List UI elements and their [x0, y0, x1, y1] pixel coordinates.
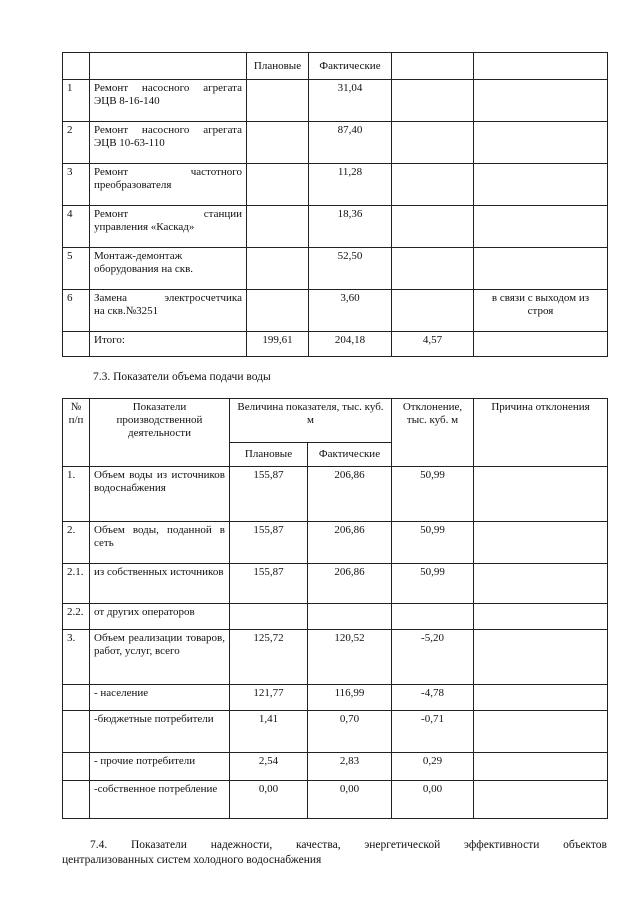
- total-label: Итого:: [90, 332, 247, 357]
- row-number: [63, 781, 90, 819]
- row-number: 2.2.: [63, 604, 90, 630]
- deviation-value: [392, 164, 474, 206]
- indicator-name: от других операторов: [90, 604, 230, 630]
- deviation-value: 0,29: [392, 753, 474, 781]
- work-name: Ремонт частотного преобразователя: [90, 164, 247, 206]
- table-row: [63, 248, 608, 290]
- total-plan: 199,61: [247, 332, 309, 357]
- plan-value: 1,41: [230, 711, 308, 753]
- deviation-header: Отклонение, тыс. куб. м: [392, 399, 474, 467]
- deviation-value: 50,99: [392, 522, 474, 564]
- reason: в связи с выходом из строя: [474, 290, 608, 332]
- deviation-value: [392, 248, 474, 290]
- actual-header: Фактические: [309, 53, 392, 80]
- fact-value: 31,04: [309, 80, 392, 122]
- plan-value: [247, 80, 309, 122]
- row-number: [63, 711, 90, 753]
- deviation-value: -5,20: [392, 630, 474, 685]
- plan-value: [247, 164, 309, 206]
- table-row: [63, 753, 608, 781]
- plan-value: [247, 122, 309, 164]
- plan-value: [247, 248, 309, 290]
- row-number: 2: [63, 122, 90, 164]
- indicator-name: -собственное потребление: [90, 781, 230, 819]
- row-number: 2.: [63, 522, 90, 564]
- row-number: [63, 685, 90, 711]
- table-header-row: [63, 53, 608, 80]
- reason: [474, 122, 608, 164]
- fact-value: 206,86: [308, 467, 392, 522]
- deviation-value: 0,00: [392, 781, 474, 819]
- works-table: [62, 52, 608, 357]
- deviation-value: [392, 80, 474, 122]
- deviation-value: [392, 206, 474, 248]
- row-number: 1: [63, 80, 90, 122]
- num-header: № п/п: [63, 399, 90, 467]
- indicator-header: Показатели производственной деятельности: [90, 399, 230, 467]
- fact-value: 116,99: [308, 685, 392, 711]
- table-row: [63, 685, 608, 711]
- row-number: 2.1.: [63, 564, 90, 604]
- plan-value: [230, 604, 308, 630]
- fact-value: [308, 604, 392, 630]
- table-row: [63, 564, 608, 604]
- table-row: [63, 206, 608, 248]
- fact-value: 120,52: [308, 630, 392, 685]
- table-row: [63, 630, 608, 685]
- total-row: [63, 332, 608, 357]
- reason: [474, 206, 608, 248]
- table-row: [63, 522, 608, 564]
- deviation-value: [392, 122, 474, 164]
- actual-header: Фактические: [308, 443, 392, 467]
- plan-value: 155,87: [230, 564, 308, 604]
- row-number: [63, 753, 90, 781]
- row-number: 5: [63, 248, 90, 290]
- work-name: Замена электросчетчика на скв.№3251: [90, 290, 247, 332]
- fact-value: 0,70: [308, 711, 392, 753]
- table-header-row: [63, 399, 608, 443]
- deviation-value: 50,99: [392, 467, 474, 522]
- table-row: [63, 80, 608, 122]
- row-number: 4: [63, 206, 90, 248]
- total-fact: 204,18: [309, 332, 392, 357]
- plan-value: [247, 206, 309, 248]
- fact-value: 11,28: [309, 164, 392, 206]
- row-number: 3.: [63, 630, 90, 685]
- row-number: 3: [63, 164, 90, 206]
- indicator-name: - прочие потребители: [90, 753, 230, 781]
- table-row: [63, 604, 608, 630]
- fact-value: 2,83: [308, 753, 392, 781]
- plan-value: 155,87: [230, 467, 308, 522]
- fact-value: 87,40: [309, 122, 392, 164]
- planned-header: Плановые: [230, 443, 308, 467]
- indicator-name: - население: [90, 685, 230, 711]
- value-header: Величина показателя, тыс. куб. м: [230, 399, 392, 443]
- row-number: 1.: [63, 467, 90, 522]
- indicator-name: Объем воды из источников водоснабжения: [90, 467, 230, 522]
- work-name: Монтаж-демонтаж оборудования на скв.: [90, 248, 247, 290]
- work-name: Ремонт насосного агрегата ЭЦВ 8-16-140: [90, 80, 247, 122]
- table-row: [63, 164, 608, 206]
- water-supply-table: [62, 398, 608, 819]
- section-heading-7-4-cont: централизованных систем холодного водоснабжения: [62, 854, 322, 866]
- deviation-value: [392, 290, 474, 332]
- table-row: [63, 711, 608, 753]
- fact-value: 52,50: [309, 248, 392, 290]
- section-heading-7-4: 7.4. Показатели надежности, качества, энергетической эффективности объектов: [90, 839, 607, 851]
- indicator-name: -бюджетные потребители: [90, 711, 230, 753]
- fact-value: 0,00: [308, 781, 392, 819]
- indicator-name: Объем воды, поданной в сеть: [90, 522, 230, 564]
- indicator-name: из собственных источников: [90, 564, 230, 604]
- reason: [474, 80, 608, 122]
- fact-value: 206,86: [308, 564, 392, 604]
- row-number: 6: [63, 290, 90, 332]
- plan-value: [247, 290, 309, 332]
- deviation-value: 50,99: [392, 564, 474, 604]
- fact-value: 3,60: [309, 290, 392, 332]
- plan-value: 0,00: [230, 781, 308, 819]
- work-name: Ремонт станции управления «Каскад»: [90, 206, 247, 248]
- plan-value: 125,72: [230, 630, 308, 685]
- reason: [474, 164, 608, 206]
- total-deviation: 4,57: [392, 332, 474, 357]
- plan-value: 155,87: [230, 522, 308, 564]
- reason: [474, 248, 608, 290]
- table-row: [63, 290, 608, 332]
- fact-value: 206,86: [308, 522, 392, 564]
- deviation-value: [392, 604, 474, 630]
- reason-header: Причина отклонения: [474, 399, 608, 467]
- work-name: Ремонт насосного агрегата ЭЦВ 10-63-110: [90, 122, 247, 164]
- plan-value: 2,54: [230, 753, 308, 781]
- plan-value: 121,77: [230, 685, 308, 711]
- deviation-value: -4,78: [392, 685, 474, 711]
- planned-header: Плановые: [247, 53, 309, 80]
- table-row: [63, 122, 608, 164]
- fact-value: 18,36: [309, 206, 392, 248]
- table-row: [63, 467, 608, 522]
- section-heading-7-3: 7.3. Показатели объема подачи воды: [93, 371, 271, 383]
- indicator-name: Объем реализации товаров, работ, услуг, всего: [90, 630, 230, 685]
- table-row: [63, 781, 608, 819]
- deviation-value: -0,71: [392, 711, 474, 753]
